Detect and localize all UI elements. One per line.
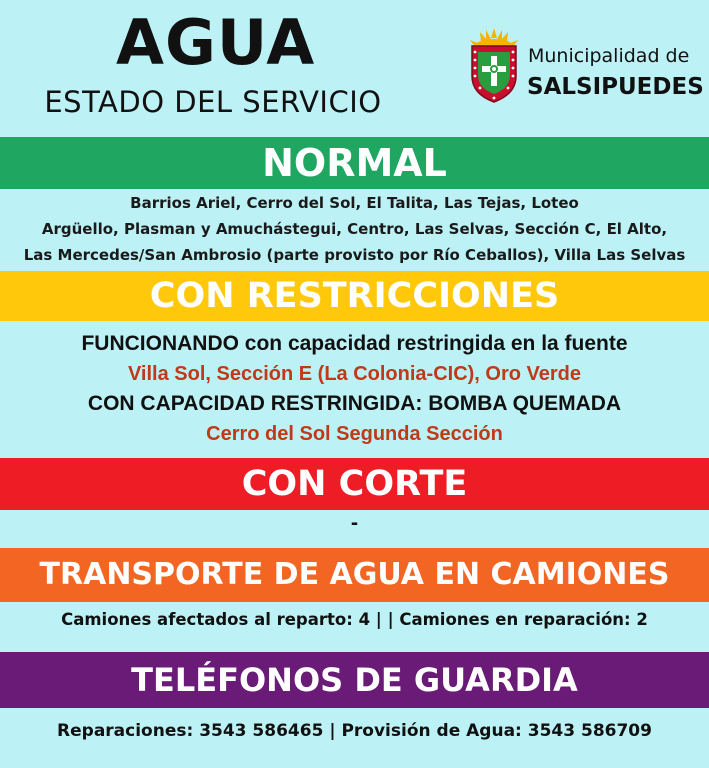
restricciones-line2: Villa Sol, Sección E (La Colonia-CIC), Oro Verde [127, 363, 582, 385]
normal-line: Las Mercedes/San Ambrosio (parte provisto por Río Ceballos), Villa Las Selvas [23, 246, 686, 264]
restricciones-line1: FUNCIONANDO con capacidad restringida en la fuente [81, 332, 628, 355]
normal-line: Barrios Ariel, Cerro del Sol, El Talita, Las Tejas, Loteo [130, 194, 579, 212]
normal-barrios [0, 190, 709, 268]
normal-line: Argüello, Plasman y Amuchástegui, Centro, Las Selvas, Sección C, El Alto, [41, 220, 668, 238]
transporte-heading: TRANSPORTE DE AGUA EN CAMIONES [0, 548, 709, 602]
telefonos-heading: TELÉFONOS DE GUARDIA [0, 652, 709, 708]
telefonos-details: Reparaciones: 3543 586465 | Provisión de Agua: 3543 586709 [57, 721, 652, 741]
restricciones-line4: Cerro del Sol Segunda Sección [206, 423, 503, 445]
municipality-name: SALSIPUEDES [527, 74, 704, 100]
transporte-details: Camiones afectados al reparto: 4 | | Camiones en reparación: 2 [61, 610, 648, 629]
municipality-label: Municipalidad de [528, 45, 690, 67]
page-title: AGUA [116, 6, 316, 79]
corte-details: - [350, 513, 359, 534]
restricciones-heading: CON RESTRICCIONES [0, 271, 709, 321]
page-subtitle: ESTADO DEL SERVICIO [44, 85, 382, 119]
corte-heading: CON CORTE [0, 458, 709, 510]
restricciones-line3: CON CAPACIDAD RESTRINGIDA: BOMBA QUEMADA [87, 392, 622, 415]
coat-of-arms-icon [466, 28, 522, 104]
normal-heading: NORMAL [0, 137, 709, 189]
header [0, 0, 709, 137]
restricciones-details [0, 329, 709, 449]
